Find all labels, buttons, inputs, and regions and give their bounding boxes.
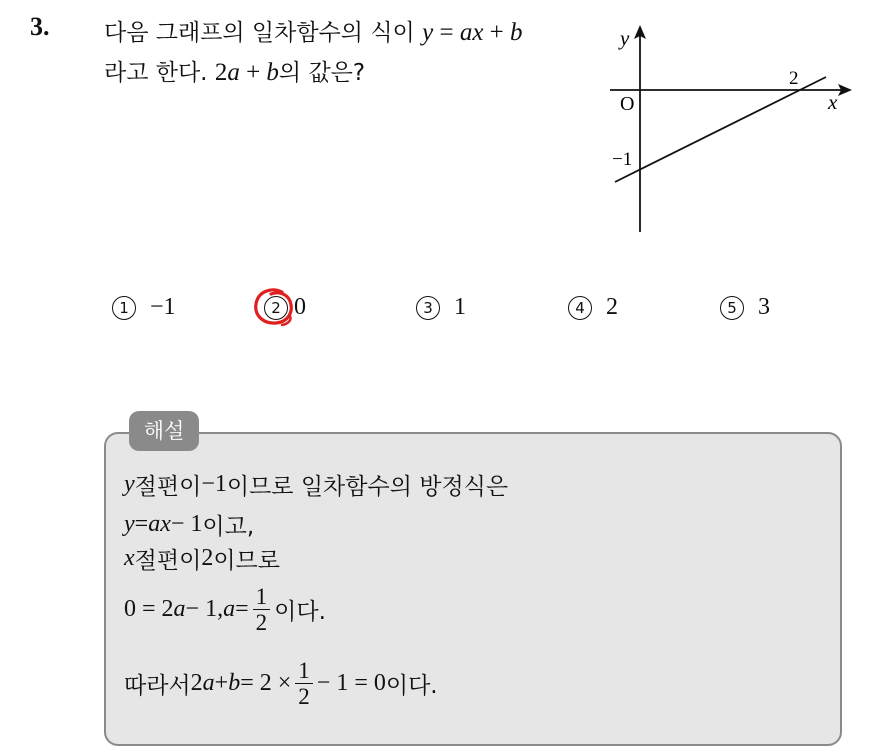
choice-3-value: 1 xyxy=(454,294,466,320)
origin-label: O xyxy=(620,93,635,115)
fraction-numerator: 1 xyxy=(253,584,271,610)
math-var: a xyxy=(223,596,236,622)
math-var: y xyxy=(422,19,434,46)
fraction xyxy=(295,658,313,709)
x-intercept-label: 2 xyxy=(789,68,799,89)
math-var: a xyxy=(459,19,473,46)
solution-line-3 xyxy=(124,542,280,575)
math-expr: − 1, xyxy=(185,596,224,622)
choice-3[interactable] xyxy=(416,294,466,321)
y-intercept-label: −1 xyxy=(612,149,633,170)
choice-5-value: 3 xyxy=(758,294,770,320)
math-var: b xyxy=(510,19,523,46)
choice-1-value: −1 xyxy=(150,294,176,320)
fraction-numerator: 1 xyxy=(295,658,313,684)
choice-5[interactable] xyxy=(720,294,770,321)
answer-circle-icon xyxy=(252,286,298,328)
math-var: y xyxy=(124,511,135,537)
fraction-denominator: 2 xyxy=(255,610,268,635)
choice-4[interactable] xyxy=(568,294,618,321)
math-var: y xyxy=(124,471,135,497)
solution-line-5 xyxy=(124,658,438,709)
math-var: a xyxy=(148,511,161,537)
problem-number: 3. xyxy=(30,12,50,41)
math-op: + xyxy=(239,59,267,86)
linear-graph xyxy=(600,20,860,240)
math-num: −1 xyxy=(201,471,227,497)
math-var: a xyxy=(227,59,240,86)
math-op: = xyxy=(235,596,249,622)
solution-text: 절편이 xyxy=(134,548,202,574)
math-num: 2 xyxy=(190,670,203,696)
math-op: = xyxy=(433,19,460,46)
fraction xyxy=(253,584,271,635)
math-expr: 0 = 2 xyxy=(124,596,174,622)
math-num: 2 xyxy=(214,59,228,86)
math-op: + xyxy=(214,670,229,696)
solution-text: 이므로 일차함수의 방정식은 xyxy=(226,474,509,500)
solution-line-4 xyxy=(124,584,326,635)
choice-2-number-icon: 2 xyxy=(264,296,288,320)
question-line-2 xyxy=(104,54,365,87)
math-var: x xyxy=(160,511,171,537)
choice-1[interactable] xyxy=(112,294,176,321)
question-text: 라고 한다. xyxy=(104,60,215,86)
y-axis-label: y xyxy=(620,26,630,50)
math-var: a xyxy=(173,596,186,622)
solution-text: 이다. xyxy=(385,673,438,699)
solution-text: 이다. xyxy=(274,599,326,625)
math-expr: − 1 = 0 xyxy=(316,670,386,696)
choice-4-number-icon: 4 xyxy=(568,296,592,320)
math-var: b xyxy=(266,59,279,86)
math-expr: = 2 × xyxy=(240,670,292,696)
x-axis-label: x xyxy=(828,90,838,114)
solution-text: 절편이 xyxy=(134,474,202,500)
solution-text: 이고, xyxy=(202,514,255,540)
solution-line-1 xyxy=(124,468,508,501)
choice-3-number-icon: 3 xyxy=(416,296,440,320)
solution-text: 이므로 xyxy=(213,548,280,574)
choice-2-value: 0 xyxy=(294,294,306,320)
math-var: a xyxy=(202,670,215,696)
question-text: 의 값은? xyxy=(278,60,366,86)
math-op: + xyxy=(483,19,511,46)
math-op: = xyxy=(134,511,149,537)
math-var: x xyxy=(472,19,484,46)
math-var: x xyxy=(124,545,135,571)
question-line-1 xyxy=(104,14,523,47)
solution-tag: 해설 xyxy=(129,411,199,451)
choice-4-value: 2 xyxy=(606,294,618,320)
fraction-denominator: 2 xyxy=(298,684,310,709)
choice-5-number-icon: 5 xyxy=(720,296,744,320)
choice-1-number-icon: 1 xyxy=(112,296,136,320)
math-op: − 1 xyxy=(170,511,203,537)
math-num: 2 xyxy=(201,545,214,571)
math-var: b xyxy=(228,670,241,696)
function-line xyxy=(615,77,826,182)
solution-text: 따라서 xyxy=(124,673,191,699)
question-text: 다음 그래프의 일차함수의 식이 xyxy=(104,20,423,46)
solution-line-2 xyxy=(124,508,254,541)
